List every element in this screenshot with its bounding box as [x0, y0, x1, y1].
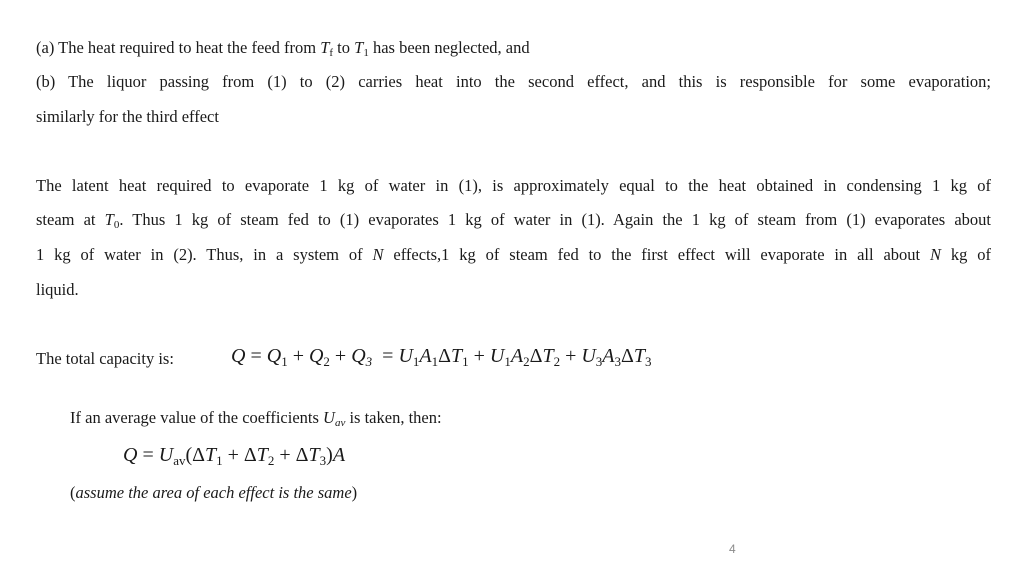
- line-c3: 1 kg of water in (2). Thus, in a system of N effects,1 kg of steam fed to the first effect will evaporate in all about N kg of: [36, 245, 992, 264]
- capacity-label: The total capacity is:: [36, 349, 174, 368]
- line-c4: liquid.: [36, 280, 79, 299]
- line-a: (a) The heat required to heat the feed from $T_f$ to $T_1$ has been neglected, and: [36, 38, 530, 59]
- line-c1: The latent heat required to evaporate 1 kg of water in (1), is approximately equal to the heat obtained in condensing 1 kg of: [36, 176, 991, 195]
- average-capacity-equation: $Q = U_{av}(\Delta T_1 + \Delta T_2 + \Delta T_3)A$: [123, 444, 346, 468]
- average-coefficient-text: If an average value of the coefficients $U_{av}$ is taken, then:: [70, 408, 442, 429]
- page-number: 4: [729, 542, 736, 556]
- line-c2: steam at $T_0$. Thus 1 kg of steam fed to (1) evaporates 1 kg of water in (1). Again the 1 kg of steam from (1) evaporates about: [36, 210, 991, 231]
- assumption-note: (assume the area of each effect is the same): [70, 483, 358, 502]
- total-capacity-equation: $Q = Q_1 + Q_2 + Q_3 = U_1A_1\Delta T_1 + U_1A_2\Delta T_2 + U_3A_3\Delta T_3$: [231, 345, 652, 369]
- line-b2: similarly for the third effect: [36, 107, 219, 126]
- line-b1: (b) The liquor passing from (1) to (2) carries heat into the second effect, and this is responsible for some evaporation;: [36, 72, 991, 91]
